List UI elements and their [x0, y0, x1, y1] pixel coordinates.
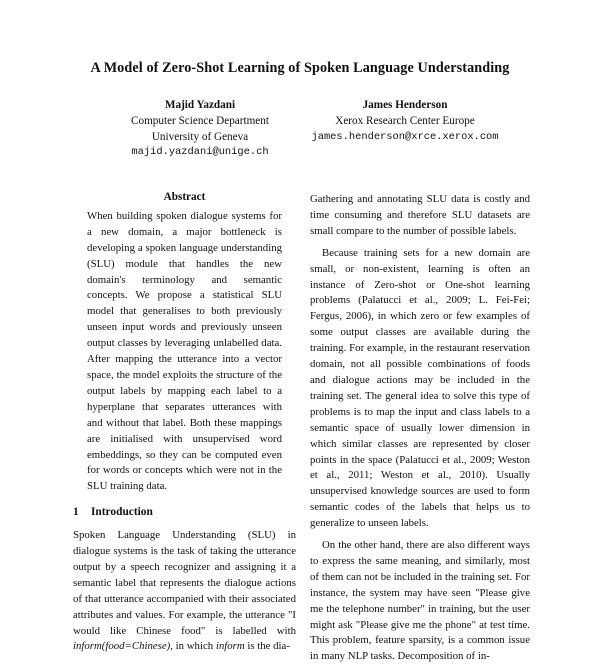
introduction-paragraph: Spoken Language Understanding (SLU) in dialogue systems is the task of taking the utterance output by a speech recognizer and assigning it a semantic label that represents the dialogue actions of that utterance accompanied with their associated attributes and values. For example, the utterance "I would like Chinese food" is labelled with inform(food=Chinese), in which inform is the dia- [73, 529, 296, 653]
paper-title: A Model of Zero-Shot Learning of Spoken Language Understanding [90, 60, 510, 76]
author-name: Majid Yazdani [164, 99, 236, 111]
section-title: Introduction [91, 506, 153, 519]
abstract [73, 209, 296, 495]
author-block-2 [290, 98, 520, 145]
section-number: 1 [73, 506, 79, 519]
section-heading-introduction [73, 505, 296, 521]
right-column [310, 192, 530, 665]
left-column [73, 190, 296, 655]
author-email: majid.yazdani@unige.ch [131, 146, 269, 159]
abstract-text: When building spoken dialogue systems for a new domain, a major bottleneck is developing a spoken language understanding (SLU) module that handles the new domain's terminology and semantic concepts. We propose a statistical SLU model that generalises to both previously unseen input words and previously unseen output classes by leveraging unlabelled data. After mapping the utterance into a vector space, the model exploits the structure of the output labels by mapping each label to a hyperplane that separates utterances with and without that label. Both these mappings are initialised with unsupervised word embeddings, so they can be computed even for words or concepts which were not in the SLU training data. [87, 209, 282, 493]
author-affiliation: Computer Science Department [131, 114, 269, 127]
body-paragraph: On the other hand, there are also different ways to express the same meaning, and similarly, most of them can not be included in the training set. For instance, the system may have seen "Please give me the telephone number" in training, but the user might ask "Please give me the phone" at test time. This problem, feature sparsity, is a common issue in many NLP tasks. Decomposition of in- [310, 539, 530, 663]
body-paragraph: Because training sets for a new domain are small, or non-existent, learning is often an instance of Zero-shot or One-shot learning problems (Palatucci et al., 2009; L. Fei-Fei; Fergus, 2006), in which zero or few examples of some output classes are available during the training. For example, in the restaurant reservation domain, not all possible combinations of foods and dialogue actions may be included in the training set. The general idea to solve this type of problems is to map the input and class labels to a semantic space of usually lower dimension in which similar classes are represented by closer points in the space (Palatucci et al., 2009; Weston et al., 2011; Weston et al., 2010). Usually unsupervised knowledge sources are used to form semantic codes of the labels that helps us to generalize to unseen labels. [310, 246, 530, 530]
author-affiliation: Xerox Research Center Europe [335, 114, 475, 127]
author-email: james.henderson@xrce.xerox.com [311, 130, 499, 143]
author-institution: University of Geneva [151, 130, 249, 143]
abstract-heading: Abstract [163, 191, 206, 203]
body-paragraph: Gathering and annotating SLU data is costly and time consuming and therefore SLU datasets are small compare to the number of possible labels. [310, 193, 530, 237]
author-block-1 [100, 98, 300, 161]
author-name: James Henderson [362, 99, 448, 111]
